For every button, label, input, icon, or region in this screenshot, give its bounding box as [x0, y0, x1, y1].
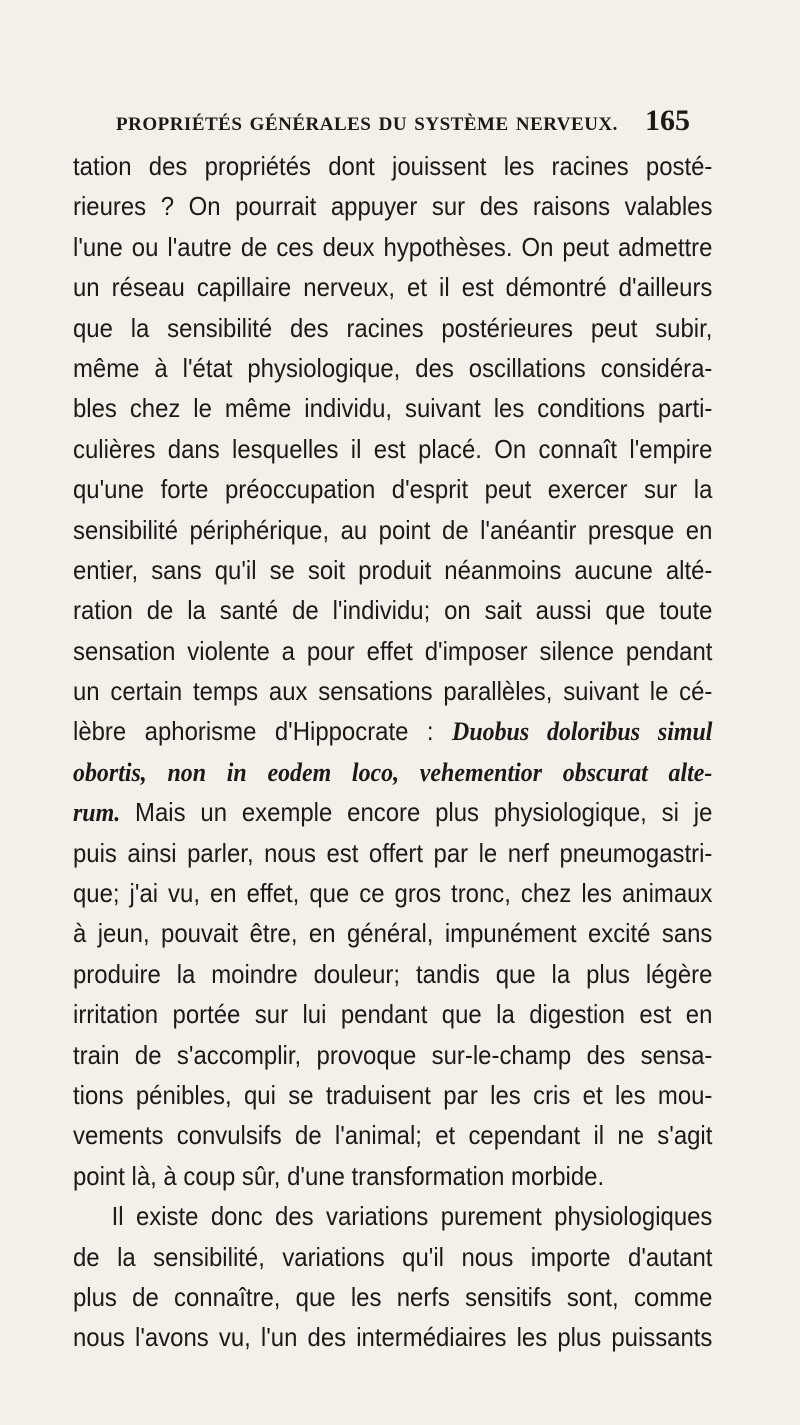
text-line: entier, sans qu'il se soit produit néanmoins aucune alté-: [73, 554, 713, 585]
text-line: l'une ou l'autre de ces deux hypothèses. On peut admettre: [73, 231, 713, 262]
text-line: bles chez le même individu, suivant les conditions parti-: [73, 393, 713, 424]
text-line: train de s'accomplir, provoque sur-le-champ des sensa-: [73, 1039, 713, 1070]
page-number: 165: [645, 104, 690, 137]
text-line: nous l'avons vu, l'un des intermédiaires les plus puissants: [73, 1322, 713, 1353]
text-line: tation des propriétés dont jouissent les racines posté-: [73, 151, 713, 181]
text-line: plus de connaître, que les nerfs sensitifs sont, comme: [73, 1281, 713, 1312]
text-line: irritation portée sur lui pendant que la digestion est en: [73, 999, 713, 1030]
text-line: même à l'état physiologique, des oscillations considéra-: [73, 352, 713, 383]
text-line: culières dans lesquelles il est placé. On connaît l'empire: [73, 433, 713, 464]
text-line: point là, à coup sûr, d'une transformation morbide.: [73, 1160, 605, 1191]
text-line: à jeun, pouvait être, en général, impunément excité sans: [73, 918, 713, 949]
body-text: [73, 146, 713, 1358]
running-title: PROPRIÉTÉS GÉNÉRALES DU SYSTÈME NERVEUX.: [116, 114, 618, 135]
text-line: puis ainsi parler, nous est offert par le nerf pneumogastri-: [73, 837, 713, 868]
latin-quote-part3: rum.: [73, 798, 121, 828]
text-line: que; j'ai vu, en effet, que ce gros tronc, chez les animaux: [73, 878, 713, 909]
text-line: vements convulsifs de l'animal; et cependant il ne s'agit: [73, 1120, 713, 1151]
text-line: rieures ? On pourrait appuyer sur des raisons valables: [73, 191, 713, 222]
text-line: produire la moindre douleur; tandis que la plus légère: [73, 958, 713, 989]
text-line: sensibilité périphérique, au point de l'anéantir presque en: [73, 514, 713, 545]
paragraph-first-line: Il existe donc des variations purement physiologiques: [111, 1201, 713, 1232]
text-line: qu'une forte préoccupation d'esprit peut exercer sur la: [73, 474, 713, 505]
text-line: que la sensibilité des racines postérieures peut subir,: [73, 312, 713, 343]
text-line: de la sensibilité, variations qu'il nous importe d'autant: [73, 1241, 713, 1272]
text-line-quote-start: [73, 711, 712, 751]
latin-quote-part1: Duobus doloribus simul: [452, 717, 713, 747]
text-after-quote: Mais un exemple encore plus physiologique, si je: [120, 797, 713, 828]
text-line: un certain temps aux sensations parallèles, suivant le cé-: [73, 676, 713, 707]
latin-quote-part2: obortis, non in eodem loco, vehementior obscurat alte-: [73, 757, 713, 787]
text-line-quote: [73, 752, 712, 792]
running-head: [116, 104, 690, 148]
text-line: un réseau capillaire nerveux, et il est démontré d'ailleurs: [73, 272, 713, 303]
text-line-quote-end: [73, 792, 712, 832]
text-line: sensation violente a pour effet d'imposer silence pendant: [73, 635, 713, 666]
text-line: ration de la santé de l'individu; on sait aussi que toute: [73, 595, 713, 626]
text-line: tions pénibles, qui se traduisent par les cris et les mou-: [73, 1079, 713, 1110]
quote-intro: lèbre aphorisme d'Hippocrate :: [73, 716, 453, 747]
